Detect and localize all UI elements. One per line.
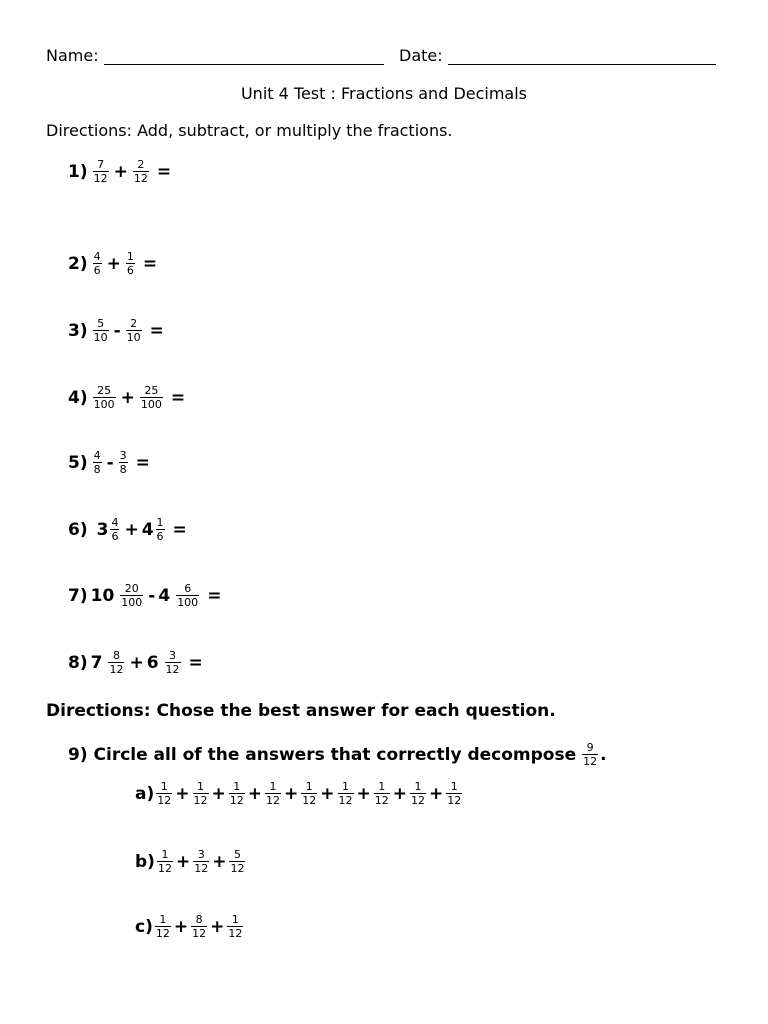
question-2: 2) $\frac{4}{6}$ + $\frac{1}{6}$ = <box>68 250 158 277</box>
test-title: Unit 4 Test : Fractions and Decimals <box>240 84 528 103</box>
fraction: $\frac{4}{6}$ <box>111 516 119 543</box>
fraction: $\frac{5}{10}$ <box>93 317 108 344</box>
question-8: 8) 7 $\frac{8}{12}$ + 6 $\frac{3}{12}$ = <box>68 649 203 676</box>
plus-sign: + <box>392 783 407 804</box>
plus-sign: + <box>284 783 299 804</box>
plus-sign: + <box>175 851 191 872</box>
plus-sign: + <box>175 783 190 804</box>
fraction: $\frac{9}{12}$ <box>583 741 598 768</box>
plus-sign: + <box>173 916 189 937</box>
fraction: $\frac{3}{12}$ <box>194 848 209 875</box>
fraction: $\frac{1}{6}$ <box>156 516 164 543</box>
name-field[interactable] <box>46 46 384 65</box>
fraction: $\frac{3}{8}$ <box>119 449 127 476</box>
fraction: $\frac{1}{12}$ <box>229 780 244 807</box>
fraction: $\frac{1}{12}$ <box>338 780 353 807</box>
fraction: $\frac{1}{12}$ <box>157 780 172 807</box>
name-label: Name: <box>46 46 99 65</box>
plus-sign: + <box>211 783 226 804</box>
answer-option-c[interactable]: c) $\frac{1}{12}$ + $\frac{8}{12}$ + $\frac{1}{12}$ <box>135 913 243 940</box>
fraction: $\frac{1}{12}$ <box>374 780 389 807</box>
question-7: 7) 10 $\frac{20}{100}$ - 4 $\frac{6}{100}$ = <box>68 582 222 609</box>
fraction: $\frac{3}{12}$ <box>165 649 180 676</box>
question-6: 6) 3 $\frac{4}{6}$ + 4 $\frac{1}{6}$ = <box>68 516 187 543</box>
fraction: $\frac{8}{12}$ <box>192 913 207 940</box>
fraction: $\frac{2}{10}$ <box>126 317 141 344</box>
date-blank-line[interactable] <box>448 50 716 65</box>
date-field[interactable] <box>399 46 716 65</box>
plus-sign: + <box>320 783 335 804</box>
fraction: $\frac{1}{12}$ <box>266 780 280 807</box>
plus-sign: + <box>356 783 371 804</box>
fraction: $\frac{4}{8}$ <box>93 449 101 476</box>
fraction: $\frac{20}{100}$ <box>121 582 143 609</box>
fraction: $\frac{1}{12}$ <box>302 780 317 807</box>
fraction: $\frac{25}{100}$ <box>93 384 115 411</box>
name-blank-line[interactable] <box>104 50 384 65</box>
fraction: $\frac{5}{12}$ <box>230 848 245 875</box>
plus-sign: + <box>212 851 227 872</box>
fraction: $\frac{1}{12}$ <box>193 780 208 807</box>
fraction: $\frac{7}{12}$ <box>93 158 108 185</box>
directions-multiple-choice: Directions: Chose the best answer for each question. <box>46 701 556 721</box>
fraction: $\frac{4}{6}$ <box>93 250 101 277</box>
fraction: $\frac{6}{100}$ <box>177 582 199 609</box>
fraction: $\frac{1}{12}$ <box>228 913 243 940</box>
fraction: $\frac{1}{12}$ <box>447 780 462 807</box>
fraction: $\frac{8}{12}$ <box>109 649 124 676</box>
question-1: 1) $\frac{7}{12}$ + $\frac{2}{12}$ = <box>68 158 172 185</box>
plus-sign: + <box>247 783 262 804</box>
plus-sign: + <box>210 916 225 937</box>
fraction: $\frac{2}{12}$ <box>133 158 148 185</box>
question-9: 9) Circle all of the answers that correctly decompose $\frac{9}{12}$ . <box>68 741 607 768</box>
plus-sign: + <box>429 783 444 804</box>
answer-option-b[interactable]: b) $\frac{1}{12}$ + $\frac{3}{12}$ + $\frac{5}{12}$ <box>135 848 245 875</box>
directions-arithmetic: Directions: Add, subtract, or multiply the fractions. <box>46 121 453 140</box>
answer-option-a[interactable]: a) $\frac{1}{12}$ + $\frac{1}{12}$ + $\frac{1}{12}$ + $\frac{1}{12}$ + $\frac{1}{12}$ + $\frac{1}{12}$ + $\frac{1}{12}$ + $\frac{1}{12}$ + $\frac{1}{12}$ <box>135 780 462 807</box>
question-3: 3) $\frac{5}{10}$ - $\frac{2}{10}$ = <box>68 317 164 344</box>
fraction: $\frac{1}{12}$ <box>411 780 425 807</box>
question-5: 5) $\frac{4}{8}$ - $\frac{3}{8}$ = <box>68 449 150 476</box>
fraction: $\frac{1}{6}$ <box>126 250 134 277</box>
date-label: Date: <box>399 46 443 65</box>
fraction: $\frac{1}{12}$ <box>157 848 172 875</box>
question-4: 4) $\frac{25}{100}$ + $\frac{25}{100}$ = <box>68 384 186 411</box>
fraction: $\frac{1}{12}$ <box>155 913 170 940</box>
fraction: $\frac{25}{100}$ <box>140 384 162 411</box>
